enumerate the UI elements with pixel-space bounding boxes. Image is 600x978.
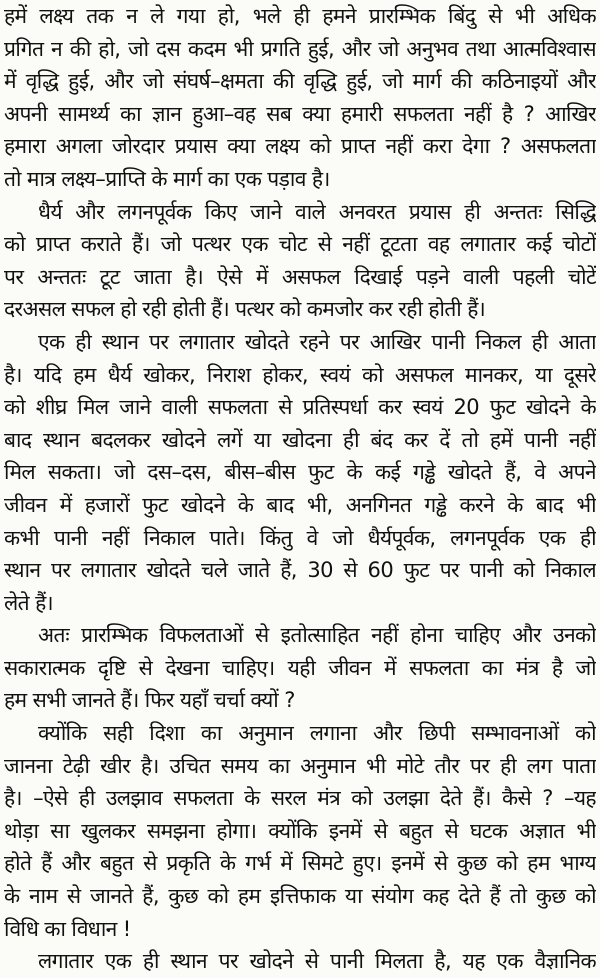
text-line: स्थान पर लगातार खोदते चले जाते हैं, 30 से 60 फुट पर पानी को निकाल [4, 558, 596, 583]
text-line: मिल सकता। जो दस–दस, बीस–बीस फुट के कई गड्ढे खोदते हैं, वे अपने [4, 460, 596, 485]
text-line: क्योंकि सही दिशा का अनुमान लगाना और छिपी सम्भावनाओं को [38, 721, 596, 746]
paragraph [4, 0, 596, 196]
text-line: थोड़ा सा खुलकर समझना होगा। क्योंकि इनमें से बहुत से घटक अज्ञात भी [4, 818, 596, 843]
text-line: अपनी सामर्थ्य का ज्ञान हुआ–वह सब क्या हमारी सफलता नहीं है ? आखिर [4, 101, 596, 126]
text-line: पर अन्ततः टूट जाता है। ऐसे में असफल दिखाई पड़ने वाली पहली चोटें [4, 264, 596, 289]
paragraph [4, 196, 596, 326]
text-line: दरअसल सफल हो रही होती हैं। पत्थर को कमजोर कर रही होती हैं। [4, 297, 486, 322]
text-line: सकारात्मक दृष्टि से देखना चाहिए। यही जीवन में सफलता का मंत्र है जो [4, 655, 596, 680]
text-line: हम सभी जानते हैं। फिर यहाँ चर्चा क्यों ? [4, 688, 295, 713]
text-line: जानना टेढ़ी खीर है। उचित समय का अनुमान भी मोटे तौर पर ही लग पाता [4, 753, 596, 778]
text-line: है। –ऐसे ही उलझाव सफलता के सरल मंत्र को उलझा देते हैं। कैसे ? –यह [4, 786, 596, 811]
text-line: धैर्य और लगनपूर्वक किए जाने वाले अनवरत प्रयास ही अन्ततः सिद्धि [38, 199, 596, 224]
text-line: में वृद्धि हुई, और जो संघर्ष–क्षमता की वृद्धि हुई, जो मार्ग की कठिनाइयों और [4, 69, 596, 94]
text-line: जीवन में हजारों फुट खोदने के बाद भी, अनगिनत गड्ढे करने के बाद भी [4, 492, 596, 517]
text-line: बाद स्थान बदलकर खोदने लगें या खोदना ही बंद कर दें तो हमें पानी नहीं [4, 427, 596, 452]
text-line: तो मात्र लक्ष्य–प्राप्ति के मार्ग का एक पड़ाव है। [4, 166, 330, 191]
paragraph [4, 945, 596, 978]
text-line: लगातार एक ही स्थान पर खोदने से पानी मिलता है, यह एक वैज्ञानिक [38, 949, 596, 974]
text-line: है। यदि हम धैर्य खोकर, निराश होकर, स्वयं को असफल मानकर, या दूसरे [4, 362, 596, 387]
paragraph [4, 326, 596, 619]
text-line: को शीघ्र मिल जाने वाली सफलता से प्रतिस्पर्धा कर स्वयं 20 फुट खोदने के [4, 395, 596, 420]
text-line: प्रगित न की हो, जो दस कदम भी प्रगति हुई, और जो अनुभव तथा आत्मविश्वास [4, 36, 596, 61]
text-line: होते हैं और बहुत से प्रकृति के गर्भ में सिमटे हुए। इनमें से कुछ को हम भाग्य [4, 851, 596, 876]
text-line: कभी पानी नहीं निकाल पाते। किंतु वे जो धैर्यपूर्वक, लगनपूर्वक एक ही [4, 525, 596, 550]
text-line: एक ही स्थान पर लगातार खोदते रहने पर आखिर पानी निकल ही आता [38, 329, 596, 354]
text-line: लेते हैं। [4, 590, 53, 615]
paragraph [4, 717, 596, 945]
text-line: हमारा अगला जोरदार प्रयास क्या लक्ष्य को प्राप्त नहीं करा देगा ? असफलता [4, 134, 596, 159]
paragraph [4, 619, 596, 717]
text-line: विधि का विधान ! [4, 916, 131, 941]
text-line: हमें लक्ष्य तक न ले गया हो, भले ही हमने प्रारम्भिक बिंदु से भी अधिक [4, 4, 596, 28]
text-line: अतः प्रारम्भिक विफलताओं से इतोत्साहित नहीं होना चाहिए और उनको [38, 623, 596, 648]
text-line: के नाम से जानते हैं, कुछ को हम इत्तिफाक या संयोग कह देते हैं तो कुछ को [4, 884, 596, 909]
text-line: को प्राप्त कराते हैं। जो पत्थर एक चोट से नहीं टूटता वह लगातार कई चोटों [4, 232, 596, 257]
